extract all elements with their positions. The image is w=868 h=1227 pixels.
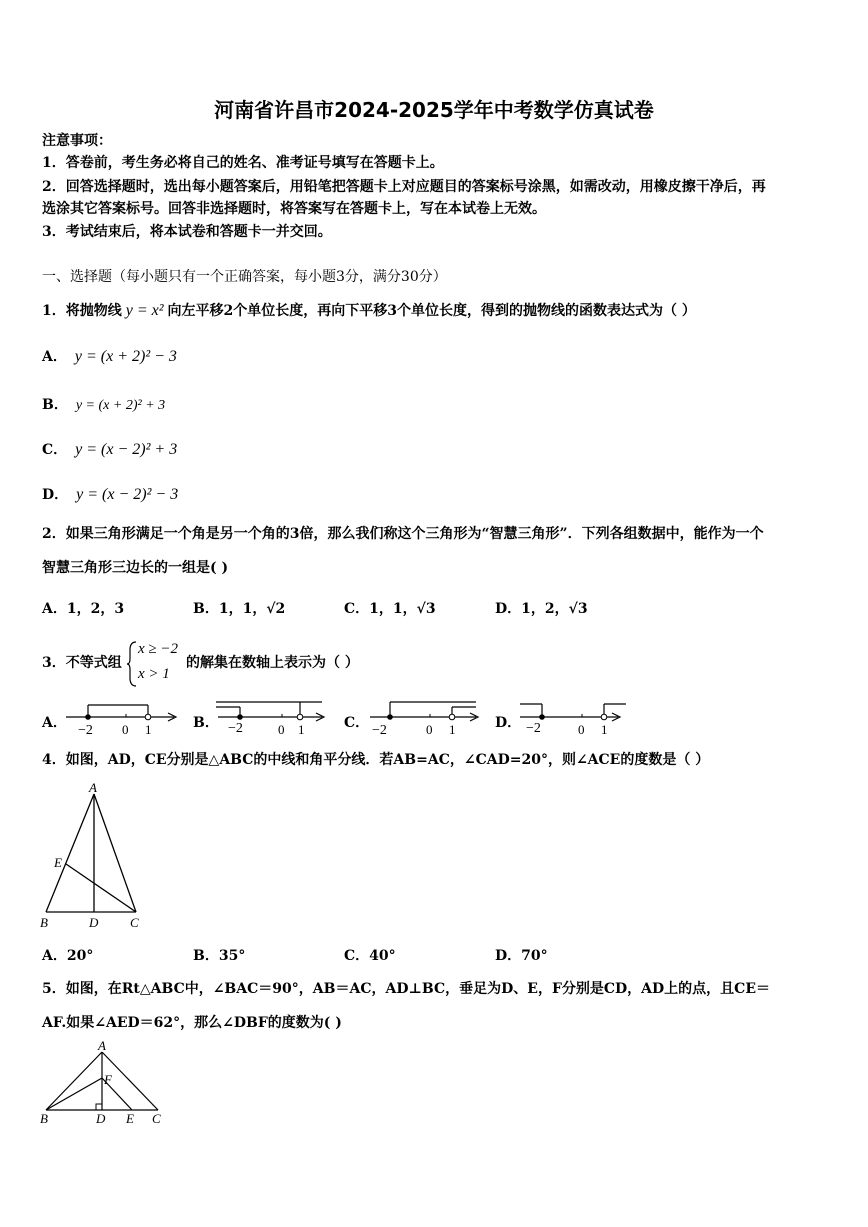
q5-figure bbox=[36, 1040, 166, 1130]
q4-option-c[interactable] bbox=[344, 945, 396, 965]
q3-option-a-label[interactable]: A． bbox=[42, 715, 67, 731]
q1-expression: y = x² bbox=[125, 302, 164, 319]
q1-option-c[interactable] bbox=[42, 439, 177, 459]
tick-label-1: 1 bbox=[145, 722, 152, 737]
notice-heading: 注意事项： bbox=[42, 133, 112, 149]
tick-label-0: 0 bbox=[122, 722, 129, 737]
q3-stem-post: 的解集在数轴上表示为（ ） bbox=[186, 655, 359, 671]
q1-option-d[interactable] bbox=[42, 484, 178, 504]
q4-point-a: A bbox=[89, 780, 97, 795]
q4-point-d: D bbox=[89, 915, 99, 930]
q1-option-b-expr: y = (x + 2)² + 3 bbox=[75, 398, 166, 413]
q1-stem-post: 向左平移2个单位长度，再向下平移3个单位长度，得到的抛物线的函数表达式为（ ） bbox=[167, 303, 696, 319]
question-2-line-2: 智慧三角形三边长的一组是( ) bbox=[42, 560, 229, 576]
tick-label-neg2: −2 bbox=[228, 721, 243, 736]
q3-option-b-label[interactable]: B． bbox=[193, 715, 219, 731]
q2-option-b-text: 1，1，√2 bbox=[218, 601, 286, 617]
q4-option-a[interactable] bbox=[42, 945, 93, 965]
q1-option-c-expr: y = (x − 2)² + 3 bbox=[75, 441, 178, 458]
question-2-line-1: 2．如果三角形满足一个角是另一个角的3倍，那么我们称这个三角形为“智慧三角形”．下列各组数据中，能作为一个 bbox=[42, 526, 764, 542]
q4-option-a-label: A． bbox=[42, 948, 67, 964]
question-1 bbox=[42, 302, 696, 320]
q1-option-d-label: D． bbox=[42, 487, 69, 503]
q4-option-d[interactable] bbox=[495, 945, 548, 965]
notice-item-2-cont: 选涂其它答案标号。回答非选择题时，将答案写在答题卡上，写在本试卷上无效。 bbox=[42, 201, 546, 217]
q4-option-d-label: D． bbox=[495, 948, 522, 964]
q5-point-d: D bbox=[96, 1111, 106, 1126]
tick-label-0: 0 bbox=[426, 722, 433, 737]
q4-option-a-text: 20° bbox=[66, 948, 94, 964]
question-4: 4．如图，AD，CE分别是△ABC的中线和角平分线．若AB=AC，∠CAD=20°，则∠ACE的度数是（ ） bbox=[42, 752, 710, 768]
q2-option-a-text: 1，2，3 bbox=[66, 601, 125, 617]
q2-option-c[interactable] bbox=[344, 598, 436, 618]
q5-point-b: B bbox=[40, 1111, 48, 1126]
tick-label-neg2: −2 bbox=[78, 723, 93, 738]
question-5-line-1: 5．如图，在Rt△ABC中，∠BAC＝90°，AB＝AC，AD⊥BC，垂足为D、E，F分别是CD，AD上的点，且CE＝ bbox=[42, 981, 770, 997]
section-heading: 一、选择题（每小题只有一个正确答案，每小题3分，满分30分） bbox=[42, 269, 447, 285]
q5-point-f: F bbox=[104, 1072, 112, 1087]
page-title: 河南省许昌市2024-2025学年中考数学仿真试卷 bbox=[214, 98, 654, 122]
q4-option-b[interactable] bbox=[193, 945, 245, 965]
tick-label-1: 1 bbox=[601, 722, 608, 737]
q4-figure bbox=[36, 778, 148, 930]
q3-number-line-d[interactable] bbox=[518, 696, 638, 738]
q4-option-b-label: B． bbox=[193, 948, 219, 964]
q4-point-c: C bbox=[130, 915, 139, 930]
q4-option-d-text: 70° bbox=[521, 948, 548, 964]
q3-option-c-label[interactable]: C． bbox=[344, 715, 370, 731]
q3-system-line-2: x > 1 bbox=[138, 666, 170, 682]
question-5-line-2: AF.如果∠AED＝62°，那么∠DBF的度数为( ) bbox=[42, 1015, 342, 1031]
q2-option-b[interactable] bbox=[193, 598, 285, 618]
q2-option-b-label: B． bbox=[193, 601, 219, 617]
q1-option-a[interactable] bbox=[42, 346, 177, 366]
tick-label-1: 1 bbox=[449, 722, 456, 737]
q2-option-d-label: D． bbox=[495, 601, 522, 617]
notice-item-3: 3．考试结束后，将本试卷和答题卡一并交回。 bbox=[42, 224, 332, 240]
q2-option-d[interactable] bbox=[495, 598, 588, 618]
q4-option-c-text: 40° bbox=[369, 948, 396, 964]
q3-number-line-b[interactable] bbox=[214, 696, 334, 738]
q1-option-b[interactable] bbox=[42, 394, 165, 414]
q2-option-a[interactable] bbox=[42, 598, 124, 618]
q1-option-a-label: A． bbox=[42, 349, 67, 365]
q3-number-line-c[interactable] bbox=[368, 696, 488, 738]
q2-option-c-label: C． bbox=[344, 601, 370, 617]
q3-option-d-label[interactable]: D． bbox=[495, 715, 522, 731]
q2-option-a-label: A． bbox=[42, 601, 67, 617]
q3-system-line-1: x ≥ −2 bbox=[138, 641, 179, 657]
q4-option-b-text: 35° bbox=[218, 948, 246, 964]
q2-option-c-text: 1，1，√3 bbox=[369, 601, 436, 617]
q1-option-b-label: B． bbox=[42, 397, 68, 413]
q5-point-e: E bbox=[126, 1111, 134, 1126]
q4-point-e: E bbox=[54, 855, 62, 870]
q1-option-d-expr: y = (x − 2)² − 3 bbox=[76, 486, 179, 503]
q3-stem-pre: 3．不等式组 bbox=[42, 655, 122, 671]
q3-system-brace bbox=[126, 640, 138, 688]
tick-label-1: 1 bbox=[298, 722, 305, 737]
q2-option-d-text: 1，2，√3 bbox=[521, 601, 588, 617]
tick-label-0: 0 bbox=[578, 722, 585, 737]
tick-label-neg2: −2 bbox=[372, 723, 387, 738]
q3-number-line-a[interactable] bbox=[62, 696, 182, 738]
tick-label-neg2: −2 bbox=[526, 721, 541, 736]
q5-point-a: A bbox=[98, 1040, 106, 1053]
q1-option-a-expr: y = (x + 2)² − 3 bbox=[74, 348, 177, 365]
q4-point-b: B bbox=[40, 915, 48, 930]
q5-point-c: C bbox=[152, 1111, 161, 1126]
notice-item-2: 2．回答选择题时，选出每小题答案后，用铅笔把答题卡上对应题目的答案标号涂黑，如需改动，用橡皮擦干净后，再 bbox=[42, 179, 766, 195]
q1-stem-pre: 1．将抛物线 bbox=[42, 303, 122, 319]
q4-option-c-label: C． bbox=[344, 948, 370, 964]
q1-option-c-label: C． bbox=[42, 442, 68, 458]
notice-item-1: 1．答卷前，考生务必将自己的姓名、准考证号填写在答题卡上。 bbox=[42, 155, 444, 171]
tick-label-0: 0 bbox=[278, 722, 285, 737]
